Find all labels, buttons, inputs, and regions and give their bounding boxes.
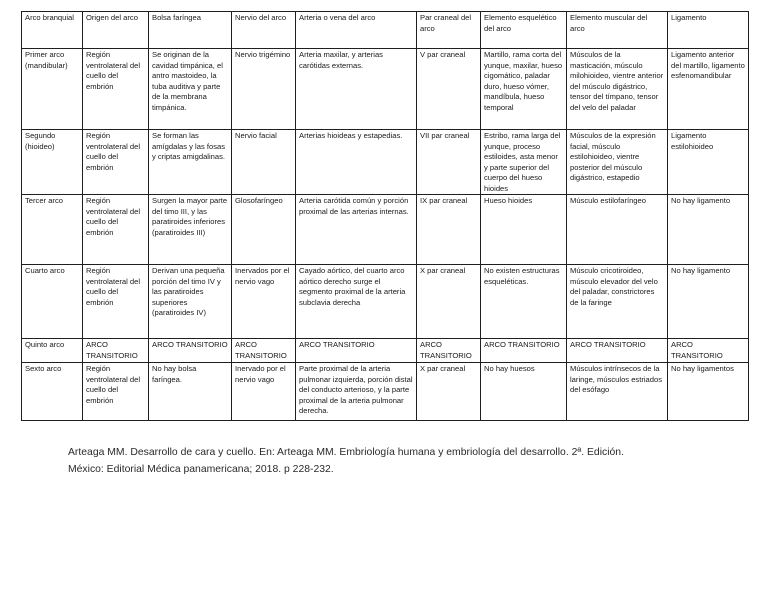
table-cell: V par craneal xyxy=(417,49,481,130)
table-cell: No hay bolsa faríngea. xyxy=(149,363,232,421)
reference-line: Arteaga MM. Desarrollo de cara y cuello. En: Arteaga MM. Embriología humana y embriología del desarrollo. 2ª. Edición. xyxy=(68,447,624,458)
table-cell: Músculos de la masticación, músculo milohioideo, vientre anterior del músculo digástrico, tensor del tímpano, tensor del velo del paladar xyxy=(567,49,668,130)
pharyngeal-arches-table xyxy=(21,11,749,421)
table-header-row xyxy=(22,12,749,49)
table-cell: Arteria maxilar, y arterias carótidas externas. xyxy=(296,49,417,130)
table-cell: No existen estructuras esqueléticas. xyxy=(481,265,567,339)
table-row xyxy=(22,265,749,339)
table-cell: Inervados por el nervio vago xyxy=(232,265,296,339)
table-cell: Ligamento estilohioideo xyxy=(668,130,749,195)
table-cell: Inervado por el nervio vago xyxy=(232,363,296,421)
table-cell: VII par craneal xyxy=(417,130,481,195)
header-elemento-muscular: Elemento muscular del arco xyxy=(567,12,668,49)
table-cell: Surgen la mayor parte del timo III, y las paratiroides inferiores (paratiroides III) xyxy=(149,195,232,265)
table-cell: No hay ligamentos xyxy=(668,363,749,421)
table-cell: X par craneal xyxy=(417,265,481,339)
table-cell: No hay ligamento xyxy=(668,265,749,339)
table-cell: ARCO TRANSITORIO xyxy=(481,339,567,363)
table-row xyxy=(22,339,749,363)
table-cell: Nervio trigémino xyxy=(232,49,296,130)
header-bolsa-faringea: Bolsa faríngea xyxy=(149,12,232,49)
table-cell: Cayado aórtico, del cuarto arco aórtico derecho surge el segmento proximal de la arteria subclavia derecha xyxy=(296,265,417,339)
table-cell: IX par craneal xyxy=(417,195,481,265)
header-par-craneal: Par craneal del arco xyxy=(417,12,481,49)
table-cell: ARCO TRANSITORIO xyxy=(296,339,417,363)
table-cell: Martillo, rama corta del yunque, maxilar, hueso cigomático, paladar duro, hueso vómer, mandíbula, hueso temporal xyxy=(481,49,567,130)
table-cell: Músculo cricotiroideo, músculo elevador del velo del paladar, constrictores de la faringe xyxy=(567,265,668,339)
bibliographic-reference xyxy=(68,445,708,478)
table-cell: X par craneal xyxy=(417,363,481,421)
header-arteria: Arteria o vena del arco xyxy=(296,12,417,49)
table-cell: ARCO TRANSITORIO xyxy=(83,339,149,363)
table-cell: Ligamento anterior del martillo, ligamento esfenomandibular xyxy=(668,49,749,130)
table-cell: Músculos de la expresión facial, músculo estilohioideo, vientre posterior del músculo digástrico, estapedio xyxy=(567,130,668,195)
table-cell: Quinto arco xyxy=(22,339,83,363)
table-cell: Arterias hioideas y estapedias. xyxy=(296,130,417,195)
table-cell: Región ventrolateral del cuello del embrión xyxy=(83,265,149,339)
table-cell: Región ventrolateral del cuello del embrión xyxy=(83,130,149,195)
table-cell: No hay huesos xyxy=(481,363,567,421)
table-cell: ARCO TRANSITORIO xyxy=(149,339,232,363)
reference-line: México: Editorial Médica panamericana; 2018. p 228-232. xyxy=(68,463,334,475)
table-cell: Primer arco (mandibular) xyxy=(22,49,83,130)
table-cell: No hay ligamento xyxy=(668,195,749,265)
header-nervio: Nervio del arco xyxy=(232,12,296,49)
table-cell: Derivan una pequeña porción del timo IV y las paratiroides superiores (paratiroides IV) xyxy=(149,265,232,339)
table-row xyxy=(22,363,749,421)
table-row xyxy=(22,49,749,130)
table-cell: Arteria carótida común y porción proximal de las arterias internas. xyxy=(296,195,417,265)
header-origen: Origen del arco xyxy=(83,12,149,49)
table-cell: ARCO TRANSITORIO xyxy=(232,339,296,363)
table-cell: Tercer arco xyxy=(22,195,83,265)
table-cell: Se forman las amígdalas y las fosas y criptas amigdalinas. xyxy=(149,130,232,195)
table-cell: Nervio facial xyxy=(232,130,296,195)
table-cell: Músculo estilofaríngeo xyxy=(567,195,668,265)
table-cell: Glosofaríngeo xyxy=(232,195,296,265)
table-cell: Sexto arco xyxy=(22,363,83,421)
table-cell: Hueso hioides xyxy=(481,195,567,265)
table-cell: Parte proximal de la arteria pulmonar izquierda, porción distal del conducto arterioso, y la parte proximal de la arteria pulmonar derecha. xyxy=(296,363,417,421)
table-cell: ARCO TRANSITORIO xyxy=(567,339,668,363)
table-row xyxy=(22,130,749,195)
table-cell: Cuarto arco xyxy=(22,265,83,339)
table-cell: Estribo, rama larga del yunque, proceso estiloides, asta menor y parte superior del cuerpo del hueso hioides xyxy=(481,130,567,195)
table-cell: Segundo (hioideo) xyxy=(22,130,83,195)
table-cell: ARCO TRANSITORIO xyxy=(417,339,481,363)
table-cell: Región ventrolateral del cuello del embrión xyxy=(83,49,149,130)
table-cell: Región ventrolateral del cuello del embrión xyxy=(83,363,149,421)
header-elemento-esqueletico: Elemento esquelético del arco xyxy=(481,12,567,49)
table-cell: ARCO TRANSITORIO xyxy=(668,339,749,363)
table-cell: Región ventrolateral del cuello del embrión xyxy=(83,195,149,265)
header-arco-branquial: Arco branquial xyxy=(22,12,83,49)
table-cell: Se originan de la cavidad timpánica, el antro mastoideo, la tuba auditiva y parte de la membrana timpánica. xyxy=(149,49,232,130)
table-cell: Músculos intrínsecos de la laringe, músculos estriados del esófago xyxy=(567,363,668,421)
header-ligamento: Ligamento xyxy=(668,12,749,49)
table-row xyxy=(22,195,749,265)
